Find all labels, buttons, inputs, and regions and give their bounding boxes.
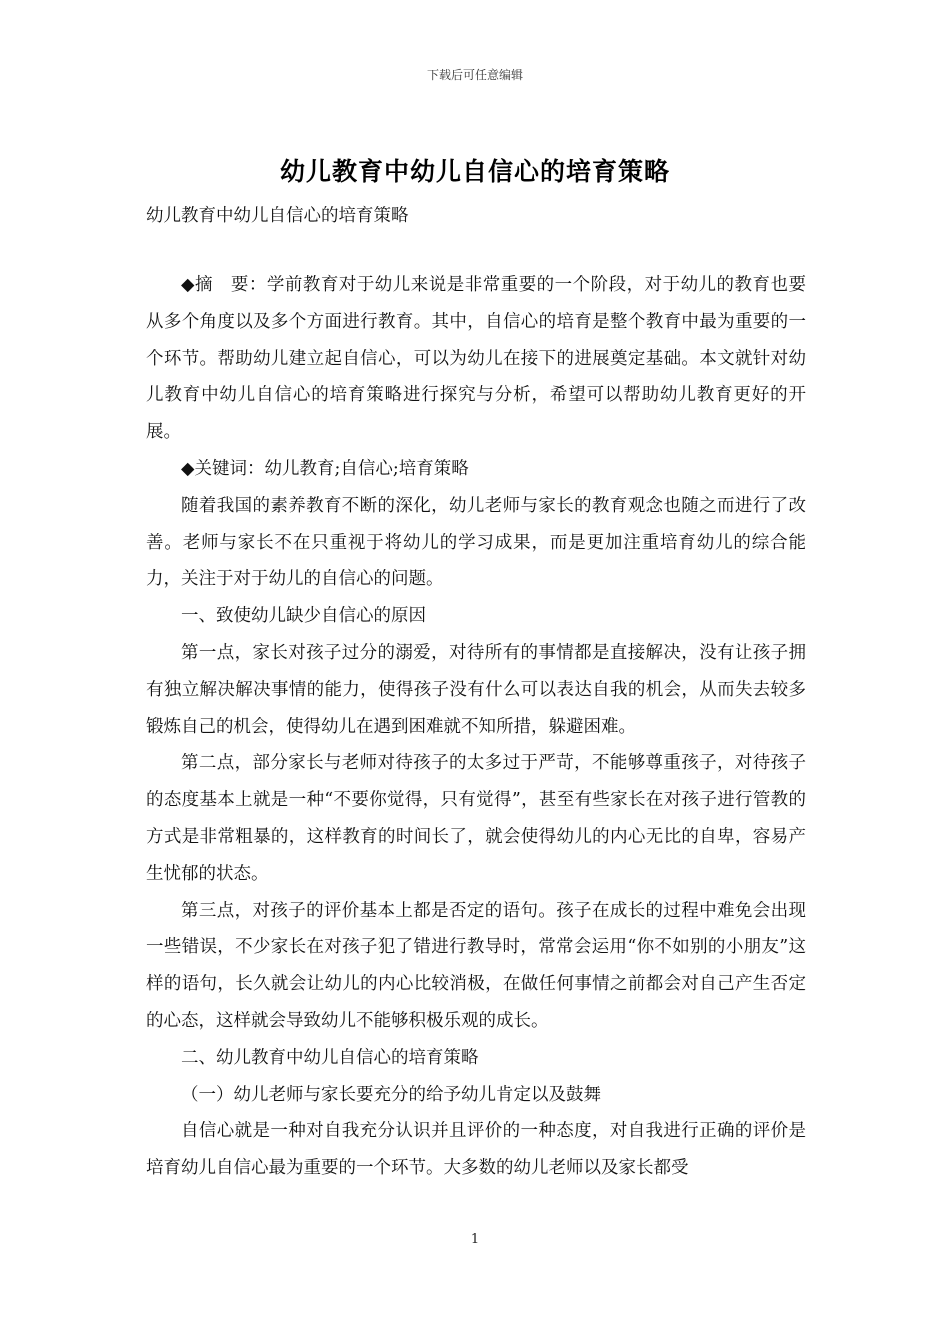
body-paragraph: 第三点，对孩子的评价基本上都是否定的语句。孩子在成长的过程中难免会出现一些错误，不少家长在对孩子犯了错进行教导时，常常会运用“你不如别的小朋友”这样的语句，长久就会让幼儿的内心比较消极，在做任何事情之前都会对自己产生否定的心态，这样就会导致幼儿不能够积极乐观的成长。 <box>146 900 806 1031</box>
body-paragraph: 第一点，家长对孩子过分的溺爱，对待所有的事情都是直接解决，没有让孩子拥有独立解决解决事情的能力，使得孩子没有什么可以表达自我的机会，从而失去较多锻炼自己的机会，使得幼儿在遇到困难就不知所措，躲避困难。 <box>146 642 806 737</box>
body-paragraph: 自信心就是一种对自我充分认识并且评价的一种态度，对自我进行正确的评价是培育幼儿自信心最为重要的一个环节。大多数的幼儿老师以及家长都受 <box>146 1121 806 1179</box>
subsection-heading: （一）幼儿老师与家长要充分的给予幼儿肯定以及鼓舞 <box>181 1084 601 1105</box>
document-title: 幼儿教育中幼儿自信心的培育策略 <box>279 157 670 186</box>
page-number: 1 <box>470 1232 480 1247</box>
section-heading: 一、致使幼儿缺少自信心的原因 <box>181 606 426 627</box>
page-header: 下载后可任意编辑 <box>426 68 523 82</box>
document-subtitle: 幼儿教育中幼儿自信心的培育策略 <box>146 206 409 226</box>
document-body <box>146 267 806 1187</box>
body-paragraph: 随着我国的素养教育不断的深化，幼儿老师与家长的教育观念也随之而进行了改善。老师与家长不在只重视于将幼儿的学习成果，而是更加注重培育幼儿的综合能力，关注于对于幼儿的自信心的问题。 <box>146 495 806 590</box>
keywords-paragraph: ◆关键词：幼儿教育;自信心;培育策略 <box>181 458 469 479</box>
body-paragraph: 第二点，部分家长与老师对待孩子的太多过于严苛，不能够尊重孩子，对待孩子的态度基本上就是一种“不要你觉得，只有觉得”，甚至有些家长在对孩子进行管教的方式是非常粗暴的，这样教育的时间长了，就会使得幼儿的内心无比的自卑，容易产生忧郁的状态。 <box>146 753 806 884</box>
abstract-paragraph: ◆摘 要：学前教育对于幼儿来说是非常重要的一个阶段，对于幼儿的教育也要从多个角度以及多个方面进行教育。其中，自信心的培育是整个教育中最为重要的一个环节。帮助幼儿建立起自信心，可以为幼儿在接下的进展奠定基础。本文就针对幼儿教育中幼儿自信心的培育策略进行探究与分析，希望可以帮助幼儿教育更好的开展。 <box>146 275 806 443</box>
section-heading: 二、幼儿教育中幼儿自信心的培育策略 <box>181 1047 479 1068</box>
